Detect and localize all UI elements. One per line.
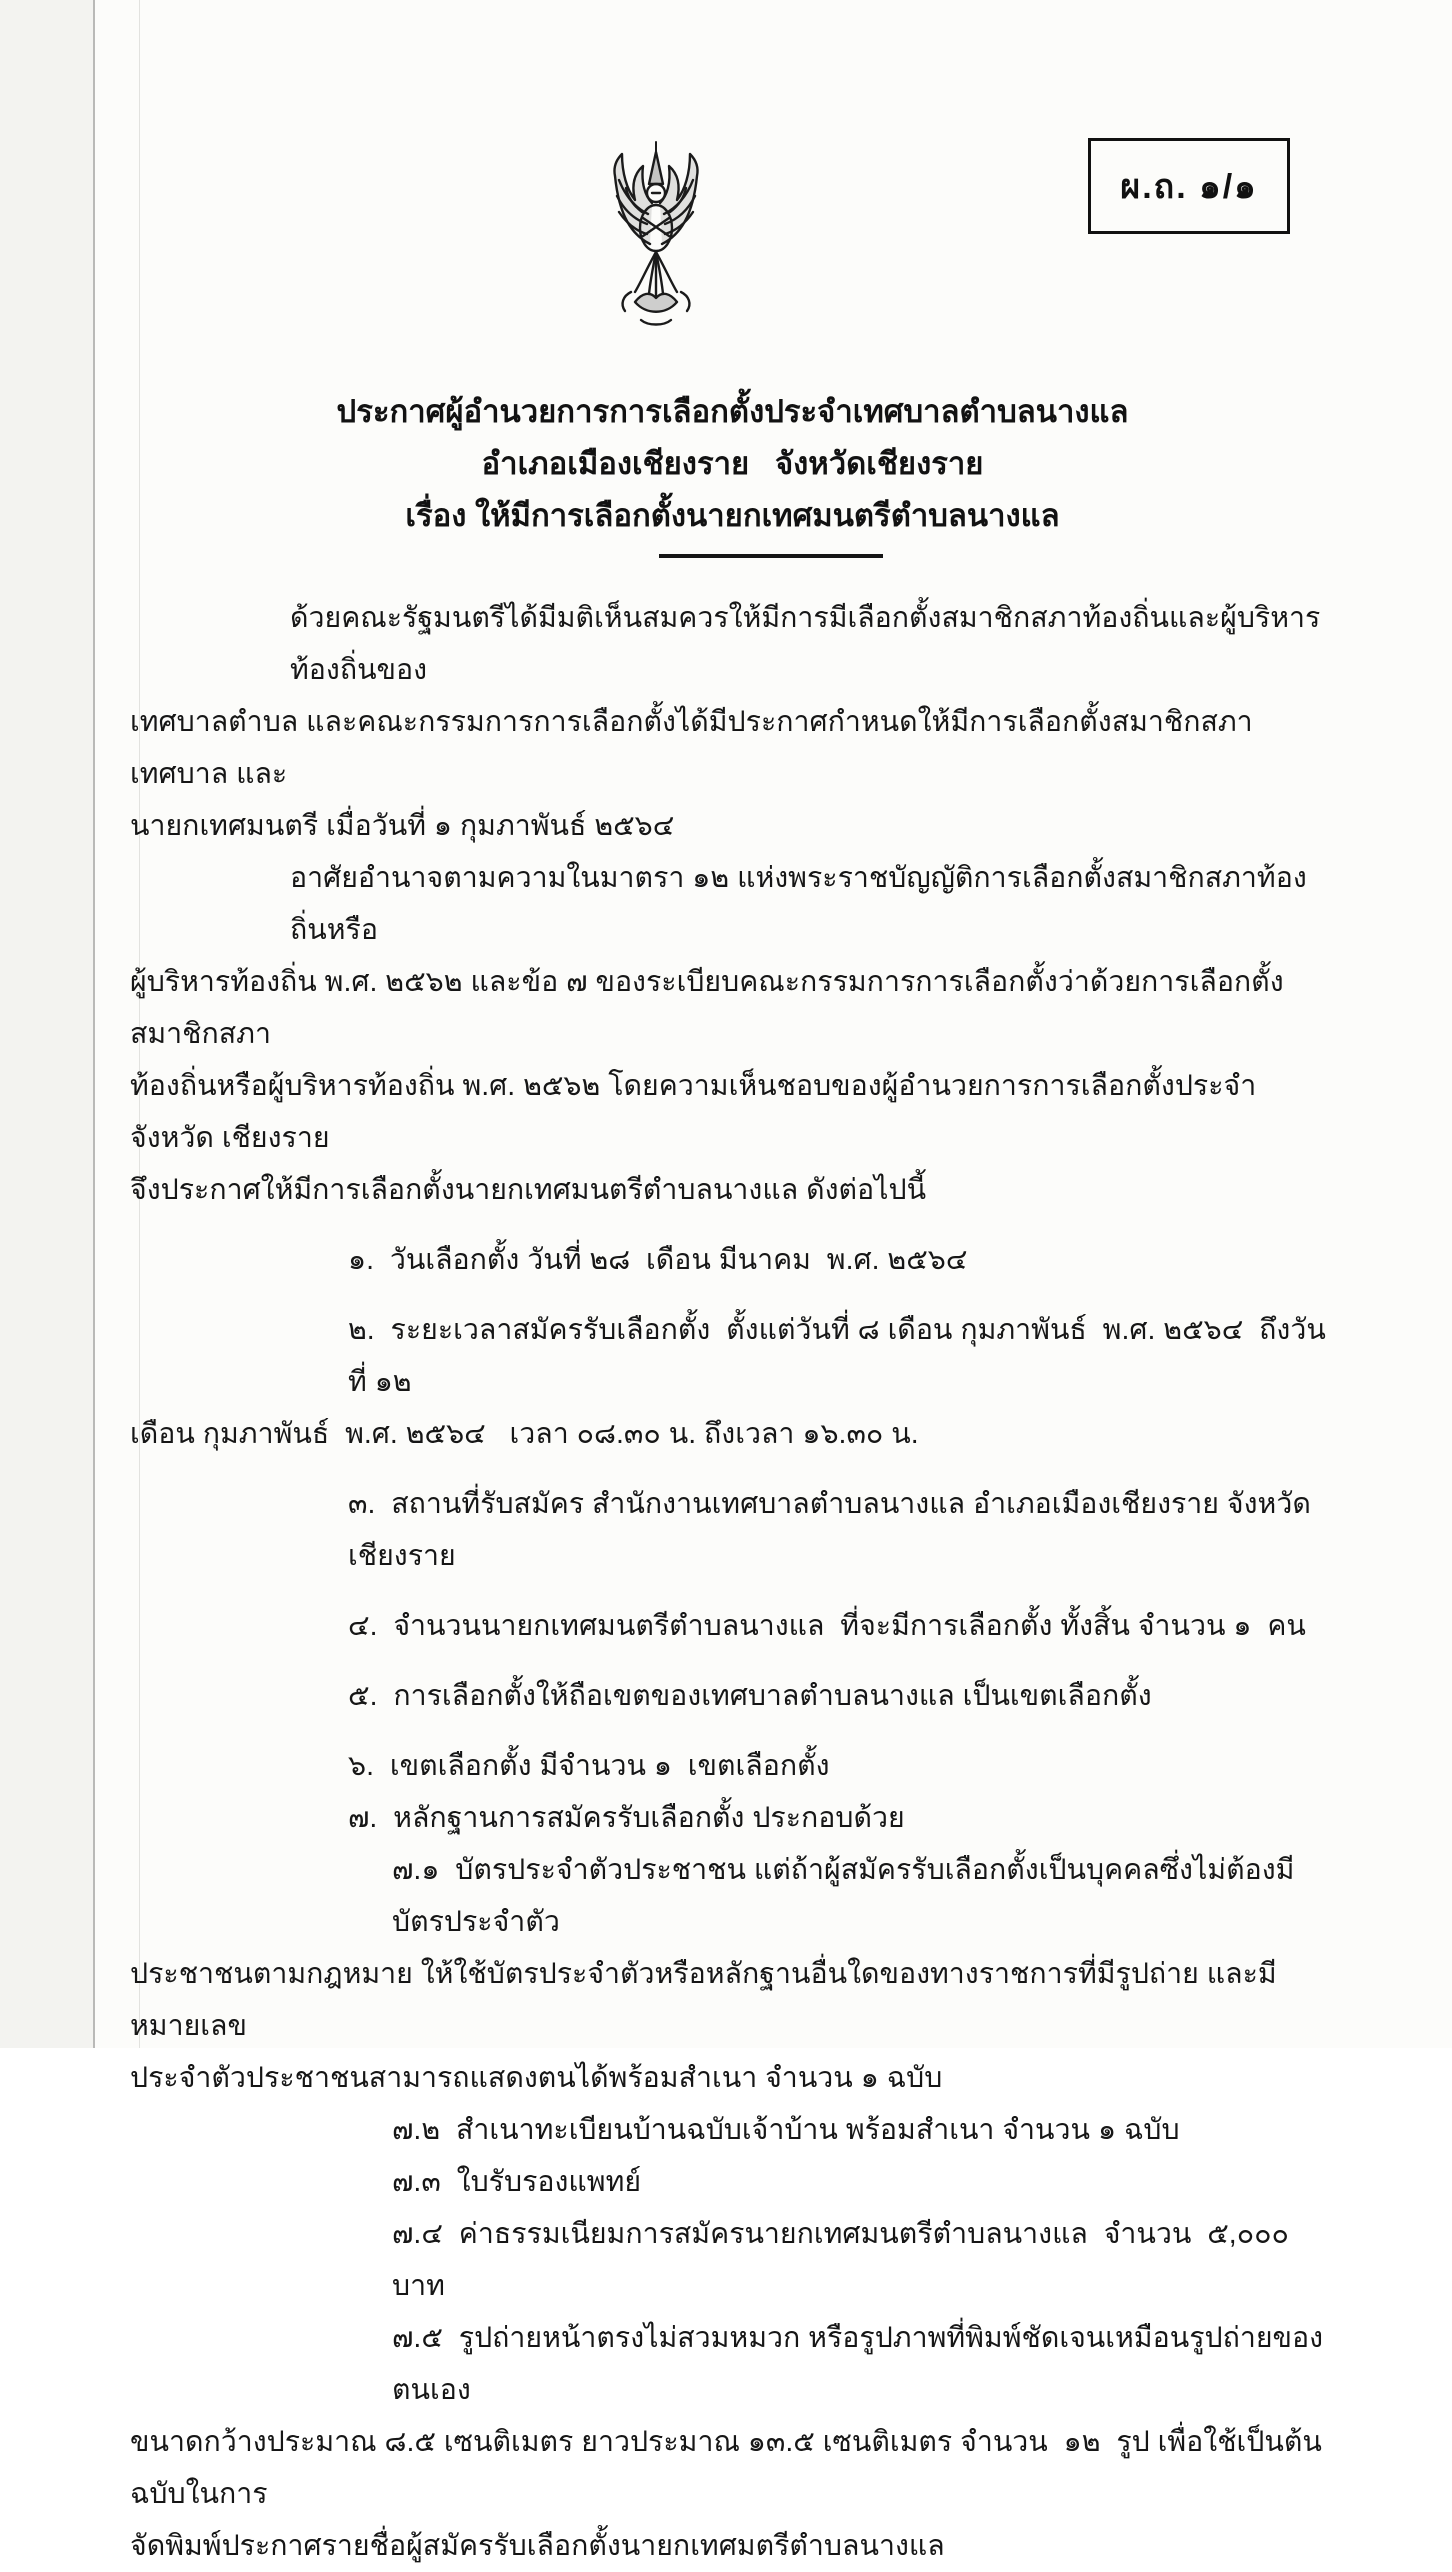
paragraph-1-line-3: นายกเทศมนตรี เมื่อวันที่ ๑ กุมภาพันธ์ ๒๕๖๔ bbox=[130, 810, 675, 842]
paragraph-1-line-2: เทศบาลตำบล และคณะกรรมการการเลือกตั้งได้มีประกาศกำหนดให้มีการเลือกตั้งสมาชิกสภาเทศบาล และ bbox=[130, 706, 1253, 790]
item-7-4-application-fee: ๗.๔ ค่าธรรมเนียมการสมัครนายกเทศมนตรีตำบลนางแล จำนวน ๕,๐๐๐ บาท bbox=[392, 2218, 1305, 2302]
item-5-election-area: ๕. การเลือกตั้งให้ถือเขตของเทศบาลตำบลนางแล เป็นเขตเลือกตั้ง bbox=[348, 1680, 1152, 1712]
item-6-election-districts: ๖. เขตเลือกตั้ง มีจำนวน ๑ เขตเลือกตั้ง bbox=[348, 1750, 830, 1782]
item-2-application-period: ๒. ระยะเวลาสมัครรับเลือกตั้ง ตั้งแต่วันที่ ๘ เดือน กุมภาพันธ์ พ.ศ. ๒๕๖๔ ถึงวันที่ ๑๒ bbox=[348, 1314, 1326, 1398]
item-2-line-2: เดือน กุมภาพันธ์ พ.ศ. ๒๕๖๔ เวลา ๐๘.๓๐ น. ถึงเวลา ๑๖.๓๐ น. bbox=[130, 1418, 919, 1450]
item-7-required-documents: ๗. หลักฐานการสมัครรับเลือกตั้ง ประกอบด้วย bbox=[348, 1802, 905, 1834]
item-7-5-photos-line-3: จัดพิมพ์ประกาศรายชื่อผู้สมัครรับเลือกตั้งนายกเทศมตรีตำบลนางแล bbox=[130, 2530, 945, 2562]
paragraph-2-line-1: อาศัยอำนาจตามความในมาตรา ๑๒ แห่งพระราชบัญญัติการเลือกตั้งสมาชิกสภาท้องถิ่นหรือ bbox=[290, 862, 1307, 946]
document-content bbox=[130, 0, 1335, 2572]
item-7-5-photos-line-1: ๗.๕ รูปถ่ายหน้าตรงไม่สวมหมวก หรือรูปภาพที่พิมพ์ชัดเจนเหมือนรูปถ่ายของตนเอง bbox=[392, 2322, 1324, 2406]
announcement-title-block bbox=[130, 386, 1335, 542]
item-3-application-place: ๓. สถานที่รับสมัคร สำนักงานเทศบาลตำบลนางแล อำเภอเมืองเชียงราย จังหวัดเชียงราย bbox=[348, 1488, 1311, 1572]
item-7-1-id-card-line-3: ประจำตัวประชาชนสามารถแสดงตนได้พร้อมสำเนา จำนวน ๑ ฉบับ bbox=[130, 2062, 943, 2094]
paragraph-2-line-3: ท้องถิ่นหรือผู้บริหารท้องถิ่น พ.ศ. ๒๕๖๒ โดยความเห็นชอบของผู้อำนวยการการเลือกตั้งประจำจังหวัด เชียงราย bbox=[130, 1070, 1257, 1154]
item-7-3-medical-certificate: ๗.๓ ใบรับรองแพทย์ bbox=[392, 2166, 642, 2198]
announcement-title-line-3: เรื่อง ให้มีการเลือกตั้งนายกเทศมนตรีตำบลนางแล bbox=[405, 498, 1060, 533]
announcement-title-line-2: อำเภอเมืองเชียงราย จังหวัดเชียงราย bbox=[481, 446, 984, 481]
item-4-number-of-mayors: ๔. จำนวนนายกเทศมนตรีตำบลนางแล ที่จะมีการเลือกตั้ง ทั้งสิ้น จำนวน ๑ คน bbox=[348, 1610, 1306, 1642]
document-body bbox=[130, 592, 1335, 2572]
paragraph-1-line-1: ด้วยคณะรัฐมนตรีได้มีมติเห็นสมควรให้มีการมีเลือกตั้งสมาชิกสภาท้องถิ่นและผู้บริหารท้องถิ่นของ bbox=[290, 602, 1321, 686]
item-7-1-id-card-line-1: ๗.๑ บัตรประจำตัวประชาชน แต่ถ้าผู้สมัครรับเลือกตั้งเป็นบุคคลซึ่งไม่ต้องมีบัตรประจำตัว bbox=[392, 1854, 1295, 1938]
item-1-election-date: ๑. วันเลือกตั้ง วันที่ ๒๘ เดือน มีนาคม พ.ศ. ๒๕๖๔ bbox=[348, 1244, 968, 1276]
paragraph-2-line-2: ผู้บริหารท้องถิ่น พ.ศ. ๒๕๖๒ และข้อ ๗ ของระเบียบคณะกรรมการการเลือกตั้งว่าด้วยการเลือกตั้งสมาชิกสภา bbox=[130, 966, 1284, 1050]
item-7-5-photos-line-2: ขนาดกว้างประมาณ ๘.๕ เซนติเมตร ยาวประมาณ ๑๓.๕ เซนติเมตร จำนวน ๑๒ รูป เพื่อใช้เป็นต้นฉบับในการ bbox=[130, 2426, 1322, 2510]
paragraph-2-line-4: จึงประกาศให้มีการเลือกตั้งนายกเทศมนตรีตำบลนางแล ดังต่อไปนี้ bbox=[130, 1174, 927, 1206]
item-7-1-id-card-line-2: ประชาชนตามกฎหมาย ให้ใช้บัตรประจำตัวหรือหลักฐานอื่นใดของทางราชการที่มีรูปถ่าย และมีหมายเลข bbox=[130, 1958, 1277, 2042]
form-code-label: ผ.ถ. ๑/๑ bbox=[1120, 168, 1258, 206]
title-divider-rule bbox=[659, 554, 883, 558]
item-7-2-house-registration: ๗.๒ สำเนาทะเบียนบ้านฉบับเจ้าบ้าน พร้อมสำเนา จำนวน ๑ ฉบับ bbox=[392, 2114, 1180, 2146]
scan-edge-line bbox=[93, 0, 95, 2048]
announcement-title-line-1: ประกาศผู้อำนวยการการเลือกตั้งประจำเทศบาลตำบลนางแล bbox=[336, 394, 1129, 429]
scan-edge-strip bbox=[0, 0, 93, 2048]
